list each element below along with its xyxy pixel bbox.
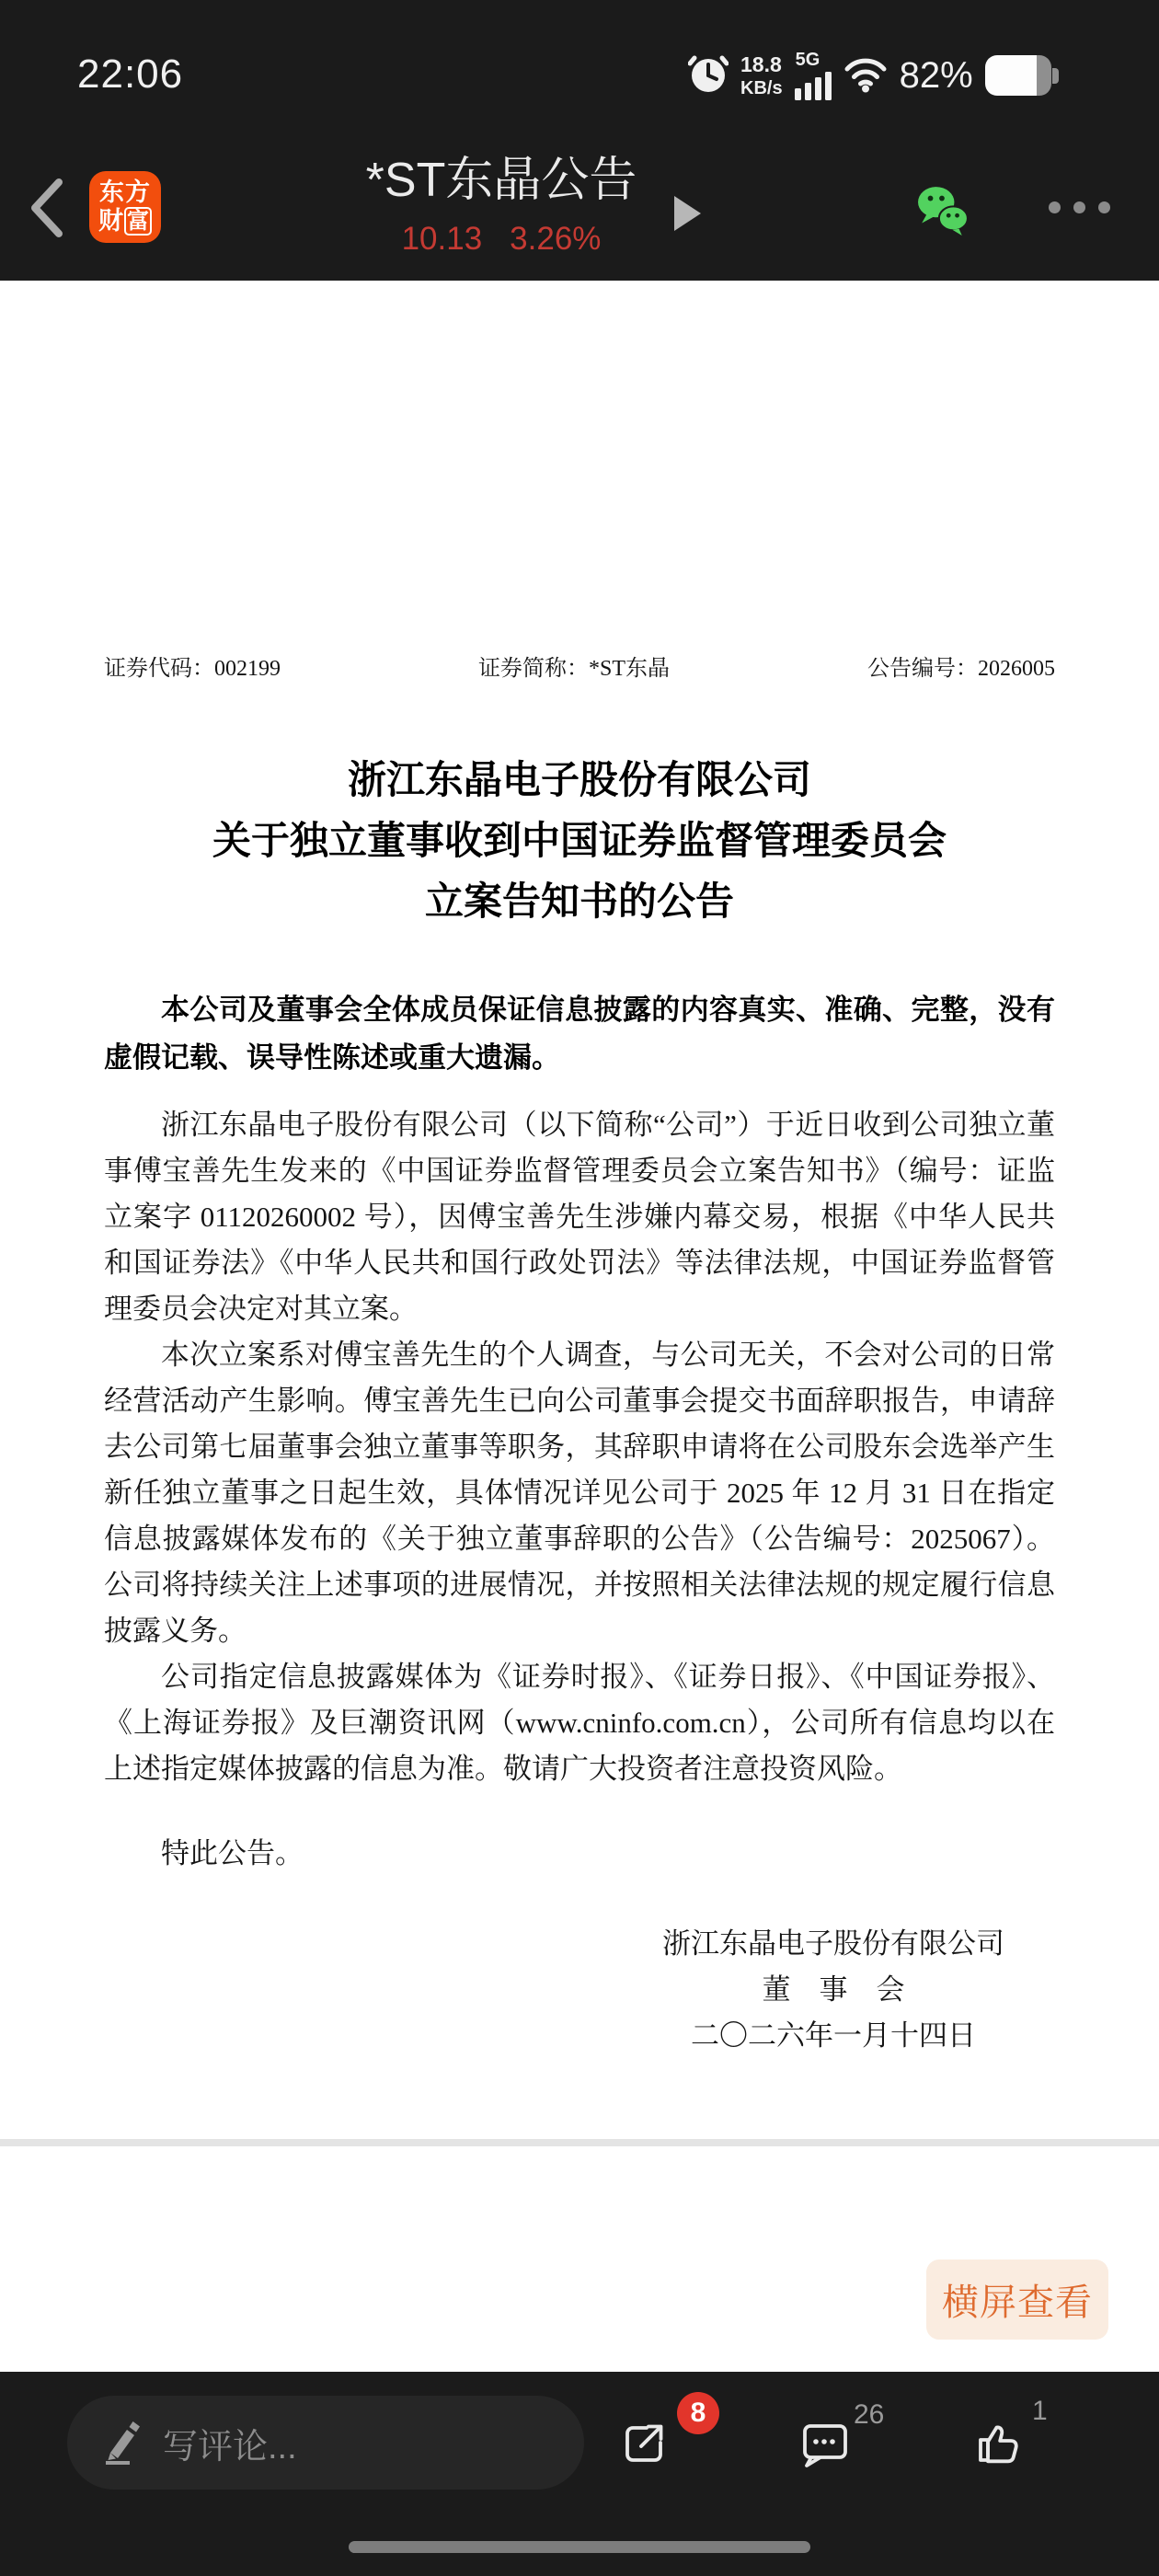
doc-signature-block [617, 1921, 1050, 2059]
announcement-document [0, 281, 1159, 2139]
battery-percent: 82% [899, 54, 973, 96]
security-short-name: 证券简称：*ST东晶 [477, 657, 670, 681]
stock-quote [290, 221, 713, 258]
top-chrome [0, 0, 1159, 281]
doc-closing: 特此公告。 [161, 1837, 304, 1869]
bottom-action-bar [0, 2372, 1159, 2576]
like-button[interactable] [973, 2418, 1025, 2474]
doc-title: 浙江东晶电子股份有限公司 关于独立董事收到中国证券监督管理委员会 立案告知书的公告 [212, 760, 947, 924]
battery-icon [985, 55, 1059, 96]
doc-paragraph: 浙江东晶电子股份有限公司（以下简称“公司”）于近日收到公司独立董事傅宝善先生发来的《中国证券监督管理委员会立案告知书》（编号：证监立案字 01120260002 号），因傅宝善先生涉嫌内幕交易，根据《中华人民共和国证券法》《中华人民共和国行政处罚法》等法律法规，中国证券监督管理委员会决定对其立案。 [104, 1109, 1055, 1325]
doc-paragraph: 公司指定信息披露媒体为《证券时报》、《证券日报》、《中国证券报》、《上海证券报》及巨潮资讯网（www.cninfo.com.cn），公司所有信息均以在上述指定媒体披露的信息为准。敬请广大投资者注意投资风险。 [104, 1661, 1055, 1785]
more-options-button[interactable] [1049, 201, 1110, 213]
status-time: 22:06 [77, 52, 184, 97]
share-button[interactable] [618, 2418, 670, 2474]
doc-paragraph: 本次立案系对傅宝善先生的个人调查，与公司无关，不会对公司的日常经营活动产生影响。傅宝善先生已向公司董事会提交书面辞职报告，申请辞去公司第七届董事会独立董事等职务，其辞职申请将在公司股东会选举产生新任独立董事之日起生效，具体情况详见公司于 2025 年 12 月 31 日在指定信息披露媒体发布的《关于独立董事辞职的公告》（公告编号：2025067）。公司将持续关注上述事项的进展情况，并按照相关法律法规的规定履行信息披露义务。 [104, 1339, 1055, 1647]
page-title: *ST东晶公告 [365, 154, 637, 207]
stock-change-percent: 3.26% [510, 221, 602, 257]
doc-disclaimer: 本公司及董事会全体成员保证信息披露的内容真实、准确、完整，没有虚假记载、误导性陈述或重大遗漏。 [104, 994, 1055, 1074]
home-indicator[interactable] [349, 2541, 810, 2553]
signature-board: 董 事 会 [762, 1973, 905, 2006]
comments-button[interactable] [798, 2418, 849, 2474]
landscape-view-button[interactable]: 横屏查看 [926, 2260, 1108, 2340]
share-badge: 8 [677, 2392, 719, 2434]
comment-placeholder: 写评论... [163, 2427, 297, 2467]
cellular-signal-icon: 5G [795, 51, 832, 100]
wechat-share-button[interactable] [913, 184, 972, 240]
back-button[interactable] [26, 178, 66, 238]
signature-date: 二〇二六年一月十四日 [691, 2019, 976, 2052]
stock-price: 10.13 [401, 221, 483, 257]
header-title-group[interactable] [290, 155, 713, 258]
announcement-number: 公告编号：2026005 [866, 657, 1055, 681]
signature-company: 浙江东晶电子股份有限公司 [662, 1927, 1004, 1960]
security-code: 证券代码：002199 [104, 657, 281, 681]
doc-meta-row [104, 281, 1055, 684]
page-divider [0, 2139, 1159, 2146]
comment-input[interactable] [67, 2396, 584, 2490]
pencil-icon [102, 2417, 143, 2469]
signal-bars-icon [795, 72, 832, 100]
network-speed: 18.8 KB/s [740, 52, 783, 98]
expand-arrow-icon[interactable] [674, 196, 701, 231]
alarm-icon [688, 51, 729, 101]
status-icons [688, 46, 1059, 105]
comment-count: 26 [854, 2399, 885, 2430]
like-count: 1 [1032, 2396, 1048, 2426]
eastmoney-logo-icon[interactable]: 东方 财 富 [89, 171, 161, 243]
wifi-icon [843, 54, 888, 98]
